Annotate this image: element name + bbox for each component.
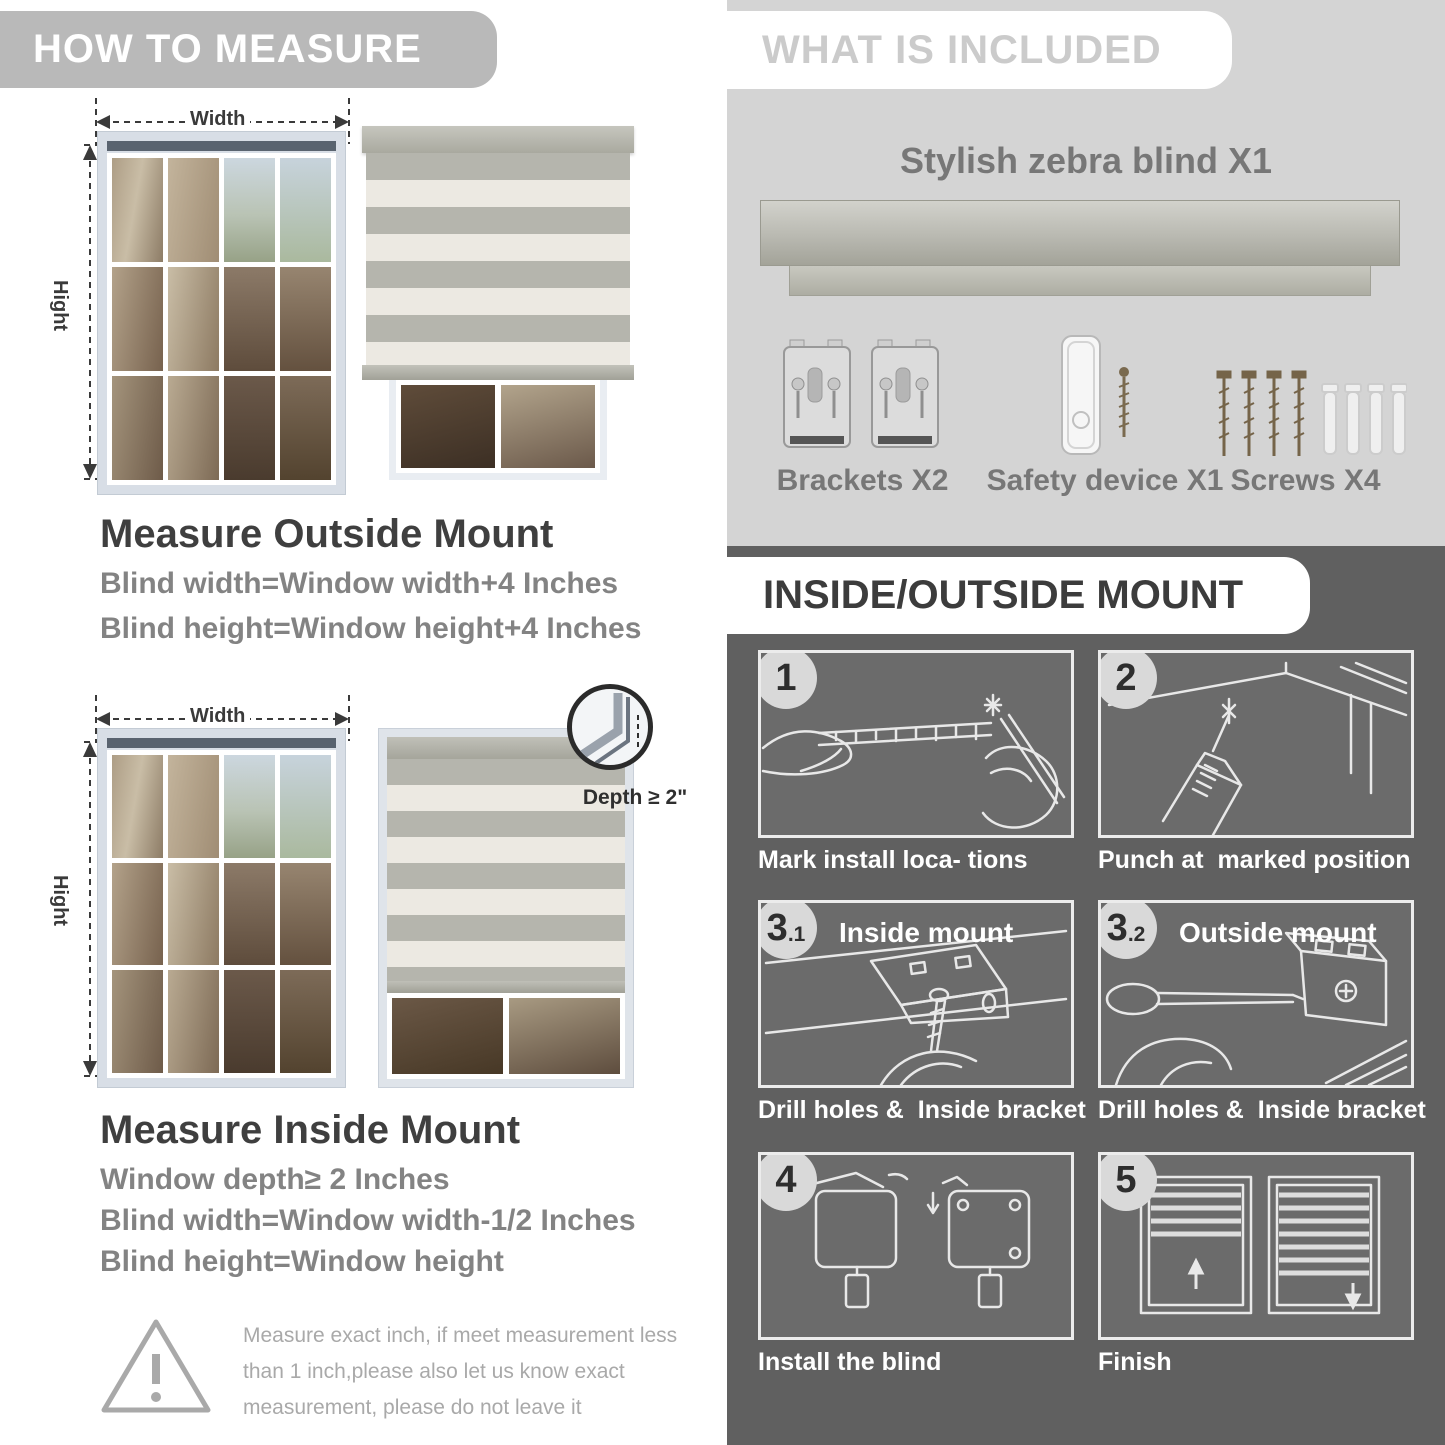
screws-label: Screws X4 [1230, 464, 1381, 497]
step-number-badge: 5 [1098, 1152, 1157, 1211]
step-3-2-image [1098, 900, 1414, 1088]
step-3-1-title: Inside mount [839, 917, 1014, 948]
step-3-2-title: Outside mount [1179, 917, 1377, 948]
window-top-rail [107, 141, 336, 151]
inside-mount-line-2: Blind width=Window width-1/2 Inches [100, 1204, 636, 1237]
step-1-caption: Mark install loca- tions [758, 846, 1028, 874]
step-2-caption: Punch at marked position [1098, 846, 1411, 874]
depth-label: Depth ≥ 2" [582, 786, 688, 809]
step-number-badge: 2 [1098, 650, 1157, 709]
step-number-badge: 3 .2 [1098, 900, 1157, 959]
outside-mount-line-2: Blind height=Window height+4 Inches [100, 612, 642, 645]
outside-mount-line-1: Blind width=Window width+4 Inches [100, 567, 619, 600]
safety-device-label: Safety device X1 [986, 464, 1224, 497]
window-right-sash [224, 755, 331, 1073]
step-3-1-caption: Drill holes & Inside bracket [758, 1096, 1086, 1124]
height-label-inside: Hight [48, 870, 71, 931]
window-top-rail [107, 738, 336, 748]
window-under-blind [389, 380, 607, 480]
zebra-blind-photo-inside [378, 728, 634, 1088]
outside-mount-title: Measure Outside Mount [100, 512, 554, 556]
width-label-inside: Width [185, 705, 250, 728]
step-number-badge: 1 [758, 650, 817, 709]
window-right-sash [224, 158, 331, 480]
blind-stripes [366, 153, 630, 365]
step-5-image [1098, 1152, 1414, 1340]
brackets-label: Brackets X2 [776, 464, 949, 497]
blind-bottom-rail [362, 365, 634, 380]
inside-mount-title: Measure Inside Mount [100, 1108, 521, 1152]
magnifier-icon [567, 684, 653, 770]
inside-mount-line-1: Window depth≥ 2 Inches [100, 1163, 450, 1196]
window-left-sash [112, 158, 219, 480]
headrail-image [760, 200, 1400, 296]
step-number-badge: 3 .1 [758, 900, 817, 959]
zebra-blind-photo-outside [362, 126, 634, 495]
window-photo-inside [97, 728, 346, 1088]
how-to-measure-header: HOW TO MEASURE [0, 11, 497, 88]
step-5-caption: Finish [1098, 1348, 1172, 1376]
brackets-icon [782, 338, 942, 460]
height-label-outside: Hight [48, 275, 71, 336]
window-left-sash [112, 755, 219, 1073]
width-label-outside: Width [185, 108, 250, 131]
step-4-image [758, 1152, 1074, 1340]
measure-warning-text: Measure exact inch, if meet measurement less than 1 inch,please also let us know exact measurement, please do not leave it [243, 1324, 678, 1419]
step-3-2-caption: Drill holes & Inside bracket [1098, 1096, 1426, 1124]
window-photo-outside [97, 131, 346, 495]
product-label: Stylish zebra blind X1 [899, 140, 1273, 181]
step-4-caption: Install the blind [758, 1348, 942, 1376]
what-is-included-header: WHAT IS INCLUDED [727, 11, 1232, 89]
step-1-image [758, 650, 1074, 838]
inside-mount-line-3: Blind height=Window height [100, 1245, 504, 1278]
window-under-blind [387, 993, 625, 1079]
safety-device-icon [1052, 332, 1147, 462]
blind-cassette [362, 126, 634, 153]
step-2-image [1098, 650, 1414, 838]
screws-icon [1212, 368, 1407, 463]
warning-triangle-icon [95, 1312, 217, 1418]
step-3-1-image [758, 900, 1074, 1088]
blind-bottom-rail [387, 981, 625, 993]
step-number-badge: 4 [758, 1152, 817, 1211]
inside-outside-mount-header: INSIDE/OUTSIDE MOUNT [727, 557, 1310, 634]
